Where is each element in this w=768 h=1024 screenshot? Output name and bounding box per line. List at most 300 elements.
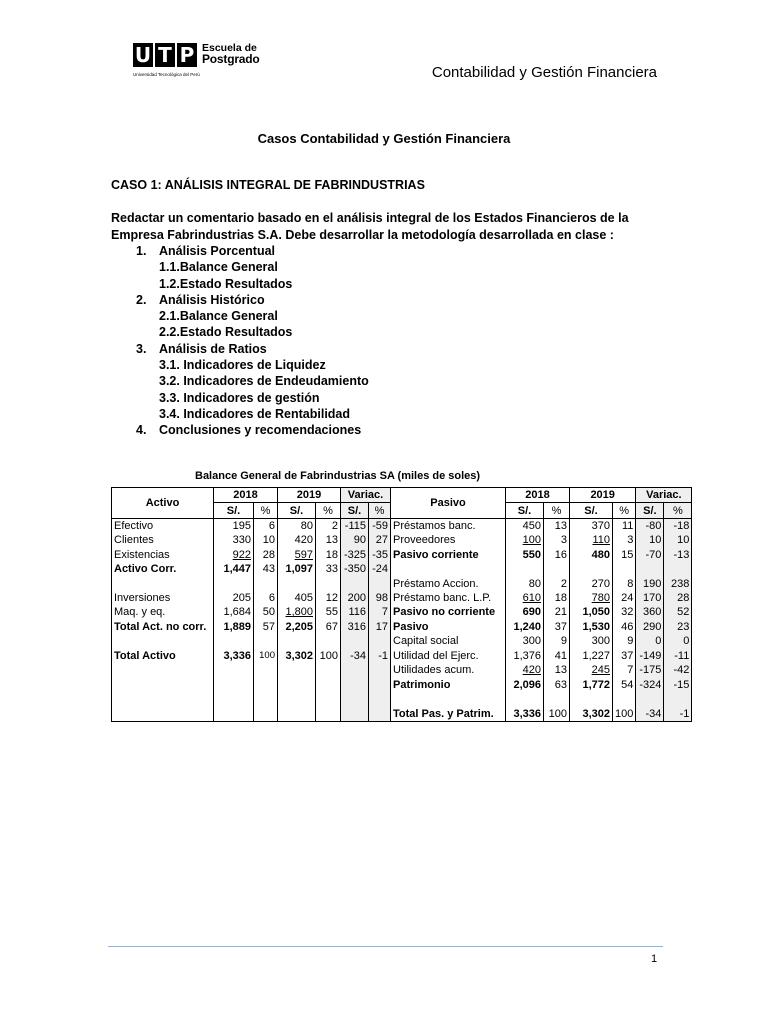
activo-vp-value: -1	[378, 649, 388, 662]
pasivo-p19-value: 24	[621, 591, 634, 604]
activo-v18-value: 195	[232, 519, 251, 532]
logo-line1: Escuela de	[202, 42, 257, 54]
header-year-2019: 2019	[570, 488, 636, 503]
activo-value-cell	[278, 591, 316, 605]
pasivo-value-cell	[613, 562, 636, 576]
activo-value-cell	[254, 648, 278, 663]
pasivo-vp-value: 28	[677, 591, 690, 604]
activo-value-cell	[316, 591, 341, 605]
activo-value-cell	[214, 634, 254, 648]
activo-value-cell	[316, 548, 341, 562]
pasivo-v19-value: 300	[591, 635, 610, 648]
activo-value-cell	[341, 533, 369, 547]
activo-value-cell	[341, 648, 369, 663]
pasivo-value-cell	[636, 562, 664, 576]
activo-value-cell	[214, 648, 254, 663]
pasivo-vs-value: -70	[645, 548, 662, 561]
pasivo-v19-value: 1,772	[582, 678, 610, 691]
activo-value-cell	[341, 706, 369, 721]
activo-value-cell	[254, 518, 278, 533]
activo-label-cell: Inversiones	[112, 591, 214, 605]
pasivo-v18-value: 80	[528, 577, 541, 590]
pasivo-p18-value: 3	[560, 534, 567, 547]
activo-value-cell	[369, 518, 391, 533]
activo-value-cell	[254, 706, 278, 721]
pasivo-p19-value: 46	[621, 620, 634, 633]
pasivo-value-cell	[636, 548, 664, 562]
logo-line2: Postgrado	[202, 52, 260, 66]
table-row	[112, 591, 692, 605]
activo-vs-value: -34	[350, 649, 366, 662]
pasivo-value-cell	[664, 620, 692, 634]
pasivo-v18-value: 610	[522, 591, 541, 604]
activo-value-cell	[278, 692, 316, 706]
outline-number: 2.	[136, 292, 147, 307]
pasivo-vp-value: 52	[677, 606, 690, 619]
header-year-2018: 2018	[506, 488, 570, 503]
pasivo-vs-value: 10	[649, 534, 662, 547]
table-row	[112, 648, 692, 663]
balance-sheet-table	[111, 487, 692, 722]
activo-value-cell	[278, 634, 316, 648]
activo-value-cell	[341, 518, 369, 533]
pasivo-v19-value: 1,227	[582, 649, 610, 662]
pasivo-vs-value: -324	[639, 678, 662, 691]
pasivo-value-cell	[613, 678, 636, 692]
header-variac: Variac.	[636, 488, 692, 503]
activo-value-cell	[214, 562, 254, 576]
pasivo-value-cell	[664, 663, 692, 677]
pasivo-value-cell	[636, 663, 664, 677]
activo-vs-value: 316	[347, 620, 366, 633]
activo-value-cell	[369, 692, 391, 706]
pasivo-value-cell	[636, 678, 664, 692]
pasivo-value-cell	[506, 706, 544, 721]
header-soles: S/.	[636, 503, 664, 518]
table-row	[112, 663, 692, 677]
outline-subitem: 1.1.Balance General	[159, 260, 278, 275]
pasivo-vp-value: 238	[671, 577, 690, 590]
activo-value-cell	[341, 692, 369, 706]
activo-label-cell: Total Act. no corr.	[112, 620, 214, 634]
activo-value-cell	[254, 634, 278, 648]
pasivo-value-cell	[613, 548, 636, 562]
activo-value-cell	[254, 562, 278, 576]
header-year-2018: 2018	[214, 488, 278, 503]
pasivo-value-cell	[544, 663, 570, 677]
pasivo-p18-value: 16	[554, 548, 567, 561]
activo-value-cell	[214, 605, 254, 619]
pasivo-p18-value: 13	[554, 519, 567, 532]
pasivo-p19-value: 100	[615, 707, 634, 720]
pasivo-v19-value: 1,050	[582, 606, 610, 619]
header-soles: S/.	[214, 503, 254, 518]
outline-number: 1.	[136, 244, 147, 258]
activo-value-cell	[254, 533, 278, 547]
activo-v18-value: 1,447	[223, 563, 251, 576]
logo-letter: P	[177, 43, 197, 67]
pasivo-value-cell	[570, 548, 613, 562]
page-number: 1	[651, 953, 658, 965]
pasivo-p18-value: 37	[554, 620, 567, 633]
document-title: Casos Contabilidad y Gestión Financiera	[257, 131, 511, 146]
pasivo-v19-value: 110	[592, 534, 610, 547]
activo-p18-value: 10	[262, 534, 275, 547]
pasivo-value-cell	[613, 605, 636, 619]
pasivo-value-cell	[664, 548, 692, 562]
pasivo-value-cell	[570, 620, 613, 634]
activo-vs-value: -325	[343, 548, 366, 561]
pasivo-p19-value: 32	[621, 606, 634, 619]
pasivo-value-cell	[506, 591, 544, 605]
outline-number: 4.	[136, 423, 147, 438]
outline-label: Análisis Porcentual	[159, 244, 276, 258]
pasivo-value-cell	[506, 663, 544, 677]
activo-v19-value: 3,302	[285, 649, 313, 662]
pasivo-value-cell	[570, 591, 613, 605]
pasivo-value-cell	[636, 518, 664, 533]
pasivo-value-cell	[664, 576, 692, 590]
header-pct: %	[613, 503, 636, 518]
pasivo-value-cell	[664, 634, 692, 648]
table-row	[112, 678, 692, 692]
pasivo-value-cell	[570, 562, 613, 576]
header-pct: %	[254, 503, 278, 518]
outline-subitem: 3.3. Indicadores de gestión	[159, 390, 320, 405]
pasivo-value-cell	[506, 562, 544, 576]
pasivo-v19-value: 780	[591, 591, 610, 604]
pasivo-vp-value: -15	[673, 678, 690, 691]
activo-v19-value: 2,205	[285, 620, 313, 633]
pasivo-value-cell	[506, 605, 544, 619]
pasivo-value-cell	[636, 576, 664, 590]
header-year-2019: 2019	[278, 488, 341, 503]
pasivo-p19-value: 3	[627, 534, 634, 547]
pasivo-value-cell	[506, 533, 544, 547]
outline-list	[111, 243, 369, 439]
activo-value-cell	[341, 620, 369, 634]
activo-value-cell	[214, 663, 254, 677]
pasivo-vs-value: 290	[643, 620, 662, 633]
pasivo-p18-value: 13	[554, 664, 567, 677]
outline-item	[111, 341, 369, 357]
pasivo-value-cell	[506, 634, 544, 648]
activo-p19-value: 13	[325, 534, 338, 547]
pasivo-v19-value: 270	[591, 577, 610, 590]
pasivo-label-cell: Capital social	[391, 634, 506, 648]
activo-p19-value: 55	[325, 606, 338, 619]
pasivo-value-cell	[664, 706, 692, 721]
pasivo-label-cell: Pasivo corriente	[391, 548, 506, 562]
pasivo-p19-value: 54	[621, 678, 634, 691]
activo-value-cell	[214, 678, 254, 692]
activo-value-cell	[278, 663, 316, 677]
activo-value-cell	[214, 706, 254, 721]
activo-value-cell	[369, 562, 391, 576]
pasivo-label-cell: Préstamo Accion.	[391, 576, 506, 590]
pasivo-v19-value: 3,302	[582, 707, 610, 720]
pasivo-value-cell	[544, 634, 570, 648]
activo-value-cell	[278, 605, 316, 619]
table-row	[112, 562, 692, 576]
activo-p18-value: 6	[268, 519, 275, 532]
pasivo-v18-value: 1,376	[513, 649, 541, 662]
activo-v19-value: 1,097	[285, 563, 313, 576]
case-heading: CASO 1: ANÁLISIS INTEGRAL DE FABRINDUSTRIAS	[111, 178, 425, 192]
activo-p19-value: 2	[331, 519, 338, 532]
activo-label-cell: Activo Corr.	[112, 562, 214, 576]
pasivo-value-cell	[613, 634, 636, 648]
pasivo-vp-value: -42	[673, 664, 690, 677]
activo-label-cell	[112, 576, 214, 590]
table-caption: Balance General de Fabrindustrias SA (miles de soles)	[195, 470, 481, 482]
pasivo-value-cell	[544, 533, 570, 547]
outline-subitem: 2.2.Estado Resultados	[159, 325, 293, 340]
pasivo-p19-value: 9	[627, 635, 634, 648]
pasivo-value-cell	[664, 533, 692, 547]
activo-value-cell	[278, 620, 316, 634]
activo-value-cell	[254, 678, 278, 692]
activo-value-cell	[254, 548, 278, 562]
pasivo-p19-value: 37	[621, 649, 634, 662]
pasivo-v18-value: 1,240	[513, 620, 541, 633]
pasivo-value-cell	[664, 605, 692, 619]
table-row	[112, 518, 692, 533]
pasivo-p19-value: 15	[621, 548, 634, 561]
pasivo-value-cell	[664, 518, 692, 533]
pasivo-vp-value: 0	[683, 635, 690, 648]
pasivo-value-cell	[664, 678, 692, 692]
pasivo-p19-value: 7	[627, 664, 634, 677]
activo-value-cell	[341, 634, 369, 648]
pasivo-vp-value: 23	[677, 620, 690, 633]
table-row	[112, 605, 692, 619]
header-variac: Variac.	[341, 488, 391, 503]
pasivo-value-cell	[544, 518, 570, 533]
pasivo-label-cell: Préstamo banc. L.P.	[391, 591, 506, 605]
header-pct: %	[369, 503, 391, 518]
activo-value-cell	[369, 706, 391, 721]
activo-v18-value: 922	[232, 548, 251, 561]
pasivo-value-cell	[544, 692, 570, 706]
pasivo-vs-value: 360	[643, 606, 662, 619]
pasivo-value-cell	[570, 678, 613, 692]
activo-value-cell	[316, 533, 341, 547]
activo-value-cell	[254, 692, 278, 706]
header-activo: Activo	[112, 488, 214, 519]
header-soles: S/.	[341, 503, 369, 518]
pasivo-value-cell	[506, 548, 544, 562]
logo-subtitle: Universidad Tecnológica del Perú	[133, 72, 200, 77]
activo-value-cell	[369, 648, 391, 663]
pasivo-label-cell: Total Pas. y Patrim.	[391, 706, 506, 721]
activo-p19-value: 100	[319, 649, 338, 662]
activo-vs-value: 90	[353, 534, 366, 547]
activo-value-cell	[316, 518, 341, 533]
pasivo-value-cell	[506, 518, 544, 533]
pasivo-value-cell	[664, 591, 692, 605]
pasivo-value-cell	[613, 663, 636, 677]
activo-vp-value: 27	[375, 534, 388, 547]
pasivo-p18-value: 63	[554, 678, 567, 691]
activo-value-cell	[341, 548, 369, 562]
activo-v19-value: 80	[300, 519, 313, 532]
activo-vs-value: 200	[347, 591, 366, 604]
activo-v19-value: 597	[294, 548, 313, 561]
table-row	[112, 620, 692, 634]
outline-label: Conclusiones y recomendaciones	[159, 423, 362, 438]
activo-value-cell	[369, 548, 391, 562]
pasivo-value-cell	[636, 692, 664, 706]
activo-label-cell: Existencias	[112, 548, 214, 562]
outline-subitem: 1.2.Estado Resultados	[159, 276, 293, 291]
pasivo-value-cell	[613, 706, 636, 721]
pasivo-v18-value: 420	[522, 664, 541, 677]
activo-v18-value: 3,336	[223, 649, 251, 662]
pasivo-value-cell	[613, 518, 636, 533]
activo-value-cell	[254, 591, 278, 605]
activo-value-cell	[341, 562, 369, 576]
activo-value-cell	[278, 576, 316, 590]
activo-value-cell	[316, 620, 341, 634]
pasivo-value-cell	[544, 591, 570, 605]
activo-p19-value: 12	[325, 591, 338, 604]
activo-p19-value: 18	[325, 548, 338, 561]
pasivo-value-cell	[544, 576, 570, 590]
table-row	[112, 706, 692, 721]
pasivo-value-cell	[544, 562, 570, 576]
outline-item	[111, 243, 369, 259]
activo-value-cell	[316, 634, 341, 648]
pasivo-value-cell	[570, 648, 613, 663]
pasivo-v18-value: 100	[522, 534, 541, 547]
pasivo-value-cell	[506, 692, 544, 706]
activo-label-cell: Total Activo	[112, 648, 214, 663]
table-row	[112, 634, 692, 648]
pasivo-label-cell	[391, 562, 506, 576]
activo-value-cell	[214, 692, 254, 706]
activo-v18-value: 1,684	[223, 606, 251, 619]
activo-p18-value: 57	[262, 620, 275, 633]
pasivo-v18-value: 690	[522, 606, 541, 619]
pasivo-v19-value: 1,530	[582, 620, 610, 633]
activo-label-cell	[112, 678, 214, 692]
activo-vs-value: 116	[348, 606, 366, 619]
pasivo-vp-value: 10	[677, 534, 690, 547]
activo-p19-value: 67	[325, 620, 338, 633]
activo-value-cell	[369, 620, 391, 634]
activo-value-cell	[369, 605, 391, 619]
pasivo-value-cell	[570, 706, 613, 721]
pasivo-v19-value: 245	[591, 664, 610, 677]
header-soles: S/.	[278, 503, 316, 518]
footer-divider	[108, 946, 663, 947]
activo-value-cell	[214, 533, 254, 547]
pasivo-p19-value: 8	[627, 577, 634, 590]
pasivo-label-cell	[391, 692, 506, 706]
activo-label-cell: Maq. y eq.	[112, 605, 214, 619]
activo-value-cell	[278, 706, 316, 721]
pasivo-label-cell: Pasivo	[391, 620, 506, 634]
outline-subitem: 3.4. Indicadores de Rentabilidad	[159, 406, 351, 421]
pasivo-value-cell	[544, 648, 570, 663]
activo-v19-value: 420	[294, 534, 313, 547]
pasivo-label-cell: Préstamos banc.	[391, 518, 506, 533]
header-title: Contabilidad y Gestión Financiera	[431, 64, 657, 81]
activo-value-cell	[341, 605, 369, 619]
activo-value-cell	[278, 562, 316, 576]
utp-letters	[133, 43, 197, 67]
activo-value-cell	[254, 620, 278, 634]
outline-subitem: 2.1.Balance General	[159, 309, 278, 324]
pasivo-v19-value: 480	[591, 548, 610, 561]
pasivo-value-cell	[570, 533, 613, 547]
activo-vs-value: -115	[344, 519, 366, 532]
outline-item	[111, 292, 369, 308]
activo-label-cell: Clientes	[112, 533, 214, 547]
activo-label-cell: Efectivo	[112, 518, 214, 533]
table-row	[112, 533, 692, 547]
activo-value-cell	[316, 562, 341, 576]
activo-value-cell	[214, 576, 254, 590]
pasivo-value-cell	[544, 548, 570, 562]
pasivo-value-cell	[570, 663, 613, 677]
pasivo-value-cell	[506, 576, 544, 590]
activo-p18-value: 50	[262, 606, 275, 619]
activo-vp-value: 7	[381, 606, 388, 619]
pasivo-vs-value: -34	[645, 707, 662, 720]
header-pct: %	[544, 503, 570, 518]
table-row	[112, 692, 692, 706]
activo-value-cell	[316, 648, 341, 663]
activo-value-cell	[316, 663, 341, 677]
pasivo-value-cell	[544, 678, 570, 692]
pasivo-value-cell	[636, 533, 664, 547]
activo-v19-value: 1,800	[285, 606, 313, 619]
utp-logo	[133, 43, 260, 67]
activo-value-cell	[369, 591, 391, 605]
header-soles: S/.	[570, 503, 613, 518]
pasivo-label-cell: Utilidades acum.	[391, 663, 506, 677]
pasivo-p19-value: 11	[621, 519, 634, 532]
activo-value-cell	[316, 692, 341, 706]
pasivo-value-cell	[570, 634, 613, 648]
activo-vp-value: 17	[375, 620, 388, 633]
pasivo-p18-value: 21	[554, 606, 567, 619]
logo-letter: U	[134, 43, 152, 67]
activo-value-cell	[369, 576, 391, 590]
activo-value-cell	[278, 648, 316, 663]
pasivo-v18-value: 2,096	[513, 678, 541, 691]
pasivo-vs-value: -149	[639, 649, 662, 662]
pasivo-vs-value: 0	[655, 635, 662, 648]
pasivo-value-cell	[506, 648, 544, 663]
activo-p18-value: 100	[259, 650, 275, 662]
activo-value-cell	[369, 663, 391, 677]
activo-value-cell	[254, 605, 278, 619]
activo-value-cell	[214, 548, 254, 562]
pasivo-value-cell	[506, 620, 544, 634]
pasivo-value-cell	[570, 605, 613, 619]
activo-v19-value: 405	[294, 591, 313, 604]
header-pct: %	[316, 503, 341, 518]
pasivo-vs-value: 190	[643, 577, 662, 590]
pasivo-value-cell	[613, 620, 636, 634]
pasivo-v18-value: 300	[522, 635, 541, 648]
pasivo-value-cell	[664, 562, 692, 576]
activo-p18-value: 6	[268, 591, 275, 604]
pasivo-v19-value: 370	[591, 519, 610, 532]
